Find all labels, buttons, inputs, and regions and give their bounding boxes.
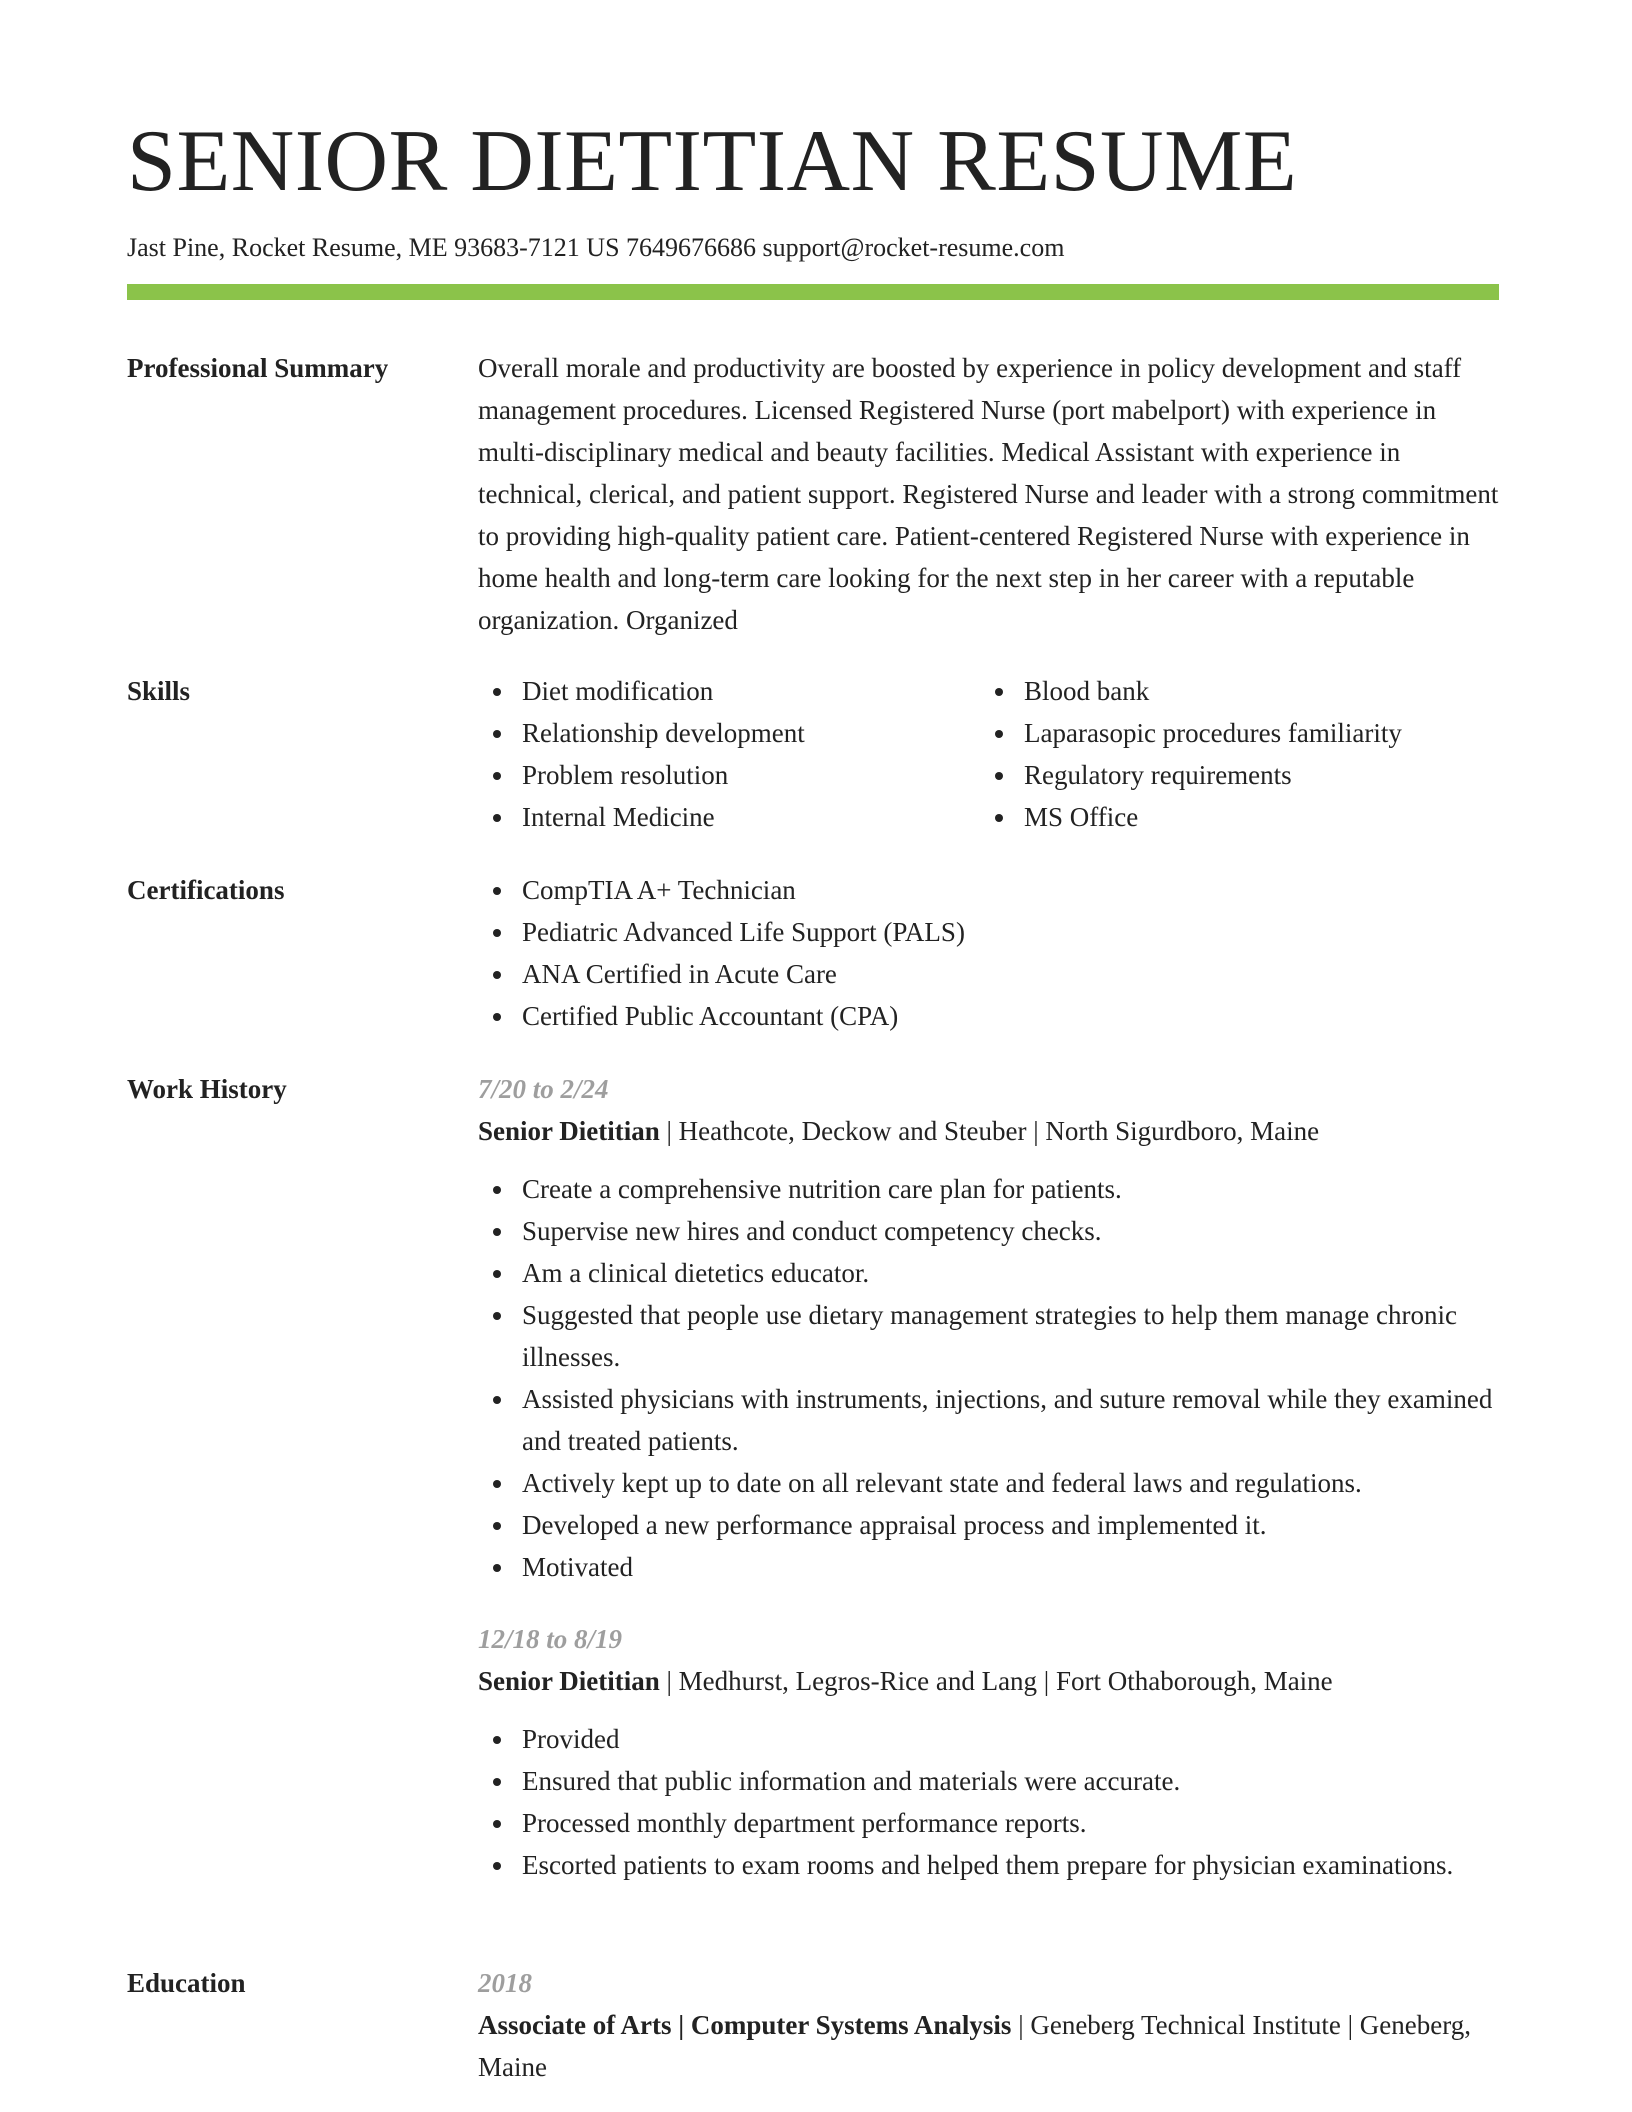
list-item: Regulatory requirements [980,754,1482,796]
job-bullets [478,1718,1499,1886]
list-item: Blood bank [980,670,1482,712]
job-role: Senior Dietitian [478,1116,660,1146]
list-item: Provided [478,1718,1499,1760]
education-body [478,1962,1499,2088]
contact-line: Jast Pine, Rocket Resume, ME 93683-7121 US 7649676686 support@rocket-resume.com [127,233,1065,262]
list-item: Internal Medicine [478,796,980,838]
list-item: Assisted physicians with instruments, injections, and suture removal while they examined and treated patients. [478,1378,1499,1462]
list-item: Actively kept up to date on all relevant state and federal laws and regulations. [478,1462,1499,1504]
skills-body [478,670,1499,838]
skills-list-left [478,670,980,838]
list-item: Certified Public Accountant (CPA) [478,995,1499,1037]
job-employer: | Medhurst, Legros-Rice and Lang | Fort Othaborough, Maine [659,1666,1333,1696]
education-degree: Associate of Arts | Computer Systems Analysis [478,2010,1012,2040]
list-item: Escorted patients to exam rooms and helped them prepare for physician examinations. [478,1844,1499,1886]
job-title-line [478,1660,1499,1702]
page-title: SENIOR DIETITIAN RESUME [127,113,1298,210]
summary-body [478,347,1499,641]
list-item: Developed a new performance appraisal process and implemented it. [478,1504,1499,1546]
list-item: ANA Certified in Acute Care [478,953,1499,995]
certifications-list [478,869,1499,1037]
education-line [478,2004,1499,2088]
job-entry [478,1068,1499,1588]
job-role: Senior Dietitian [478,1666,660,1696]
education-school: | Geneberg Technical Institute | Geneberg, Maine [478,2010,1471,2082]
list-item: Supervise new hires and conduct competency checks. [478,1210,1499,1252]
summary-text: Overall morale and productivity are boosted by experience in policy development and staff management procedures. Licensed Registered Nurse (port mabelport) with experience in multi-disciplinary medical and beauty facilities. Medical Assistant with experience in technical, clerical, and patient support. Registered Nurse and leader with a strong commitment to providing high-quality patient care. Patient-centered Registered Nurse with experience in home health and long-term care looking for the next step in her career with a reputable organization. Organized [478,353,1499,635]
certifications-label: Certifications [127,875,285,905]
list-item: Laparasopic procedures familiarity [980,712,1482,754]
job-bullets [478,1168,1499,1588]
job-date: 7/20 to 2/24 [478,1074,609,1104]
list-item: Ensured that public information and materials were accurate. [478,1760,1499,1802]
job-date: 12/18 to 8/19 [478,1624,623,1654]
list-item: Suggested that people use dietary management strategies to help them manage chronic illnesses. [478,1294,1499,1378]
skills-label: Skills [127,676,191,706]
education-date: 2018 [478,1968,532,1998]
work-history-body [478,1068,1499,1886]
list-item: Relationship development [478,712,980,754]
list-item: Processed monthly department performance reports. [478,1802,1499,1844]
list-item: Create a comprehensive nutrition care plan for patients. [478,1168,1499,1210]
list-item: Problem resolution [478,754,980,796]
list-item: MS Office [980,796,1482,838]
certifications-body [478,869,1499,1037]
skills-list-right [980,670,1482,838]
list-item: Diet modification [478,670,980,712]
accent-divider [127,284,1499,300]
list-item: CompTIA A+ Technician [478,869,1499,911]
job-entry [478,1618,1499,1886]
job-title-line [478,1110,1499,1152]
summary-label: Professional Summary [127,353,389,383]
job-employer: | Heathcote, Deckow and Steuber | North Sigurdboro, Maine [659,1116,1320,1146]
education-label: Education [127,1968,246,1998]
list-item: Motivated [478,1546,1499,1588]
list-item: Am a clinical dietetics educator. [478,1252,1499,1294]
list-item: Pediatric Advanced Life Support (PALS) [478,911,1499,953]
work-history-label: Work History [127,1074,287,1104]
